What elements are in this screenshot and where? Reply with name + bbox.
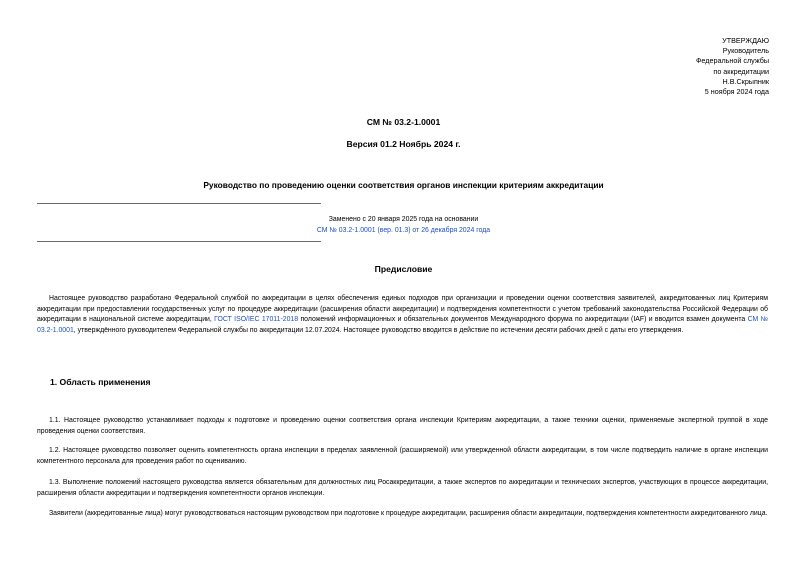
- approval-date: 5 ноября 2024 года: [704, 87, 769, 97]
- preface-paragraph: [37, 294, 768, 336]
- cm-link[interactable]: СМ № 03.2-1.0001: [37, 316, 768, 334]
- approval-stamp: УТВЕРЖДАЮ: [722, 36, 769, 45]
- divider-top: [37, 203, 321, 204]
- divider-bottom: [37, 241, 321, 242]
- paragraph-1-2: 1.2. Настоящее руководство позволяет оценить компетентность органа инспекции в пределах заявленной (расширяемой) или утвержденной области аккредитации, в том числе подтвердить наличие в органе инспекции компетентного персонала для проведения работ по оцениванию.: [37, 447, 768, 465]
- document-number: СМ № 03.2-1.0001: [366, 117, 441, 127]
- gost-link[interactable]: ГОСТ ISO/IEC 17011-2018: [214, 316, 299, 324]
- preface-text-a: Настоящее руководство разработано Федеральной службой по аккредитации в целях обеспечения единых подходов при организации и проведении оценки соответствия заявителей, аккредитованных лиц Критериям аккредитации при предоставлении государственных услуг по процедуре аккредитации (расширения области аккредитации) и подтверждения компетентности с учетом требований законодательства Российской Федерации об аккредитации в национальной системе аккредитации,: [37, 295, 768, 324]
- approval-organization-2: по аккредитации: [713, 66, 769, 76]
- preface-heading: Предисловие: [374, 264, 433, 274]
- preface-text-b: положений информационных и обязательных документов Международного форума по аккредитации (IAF) и вводится взамен документа: [298, 316, 748, 324]
- paragraph-applicants: Заявители (аккредитованные лица) могут руководствоваться настоящим руководством при подготовке к процедуре аккредитации, расширения области аккредитации, подтверждения компетентности аккредитованного лица.: [49, 510, 768, 517]
- approval-position: Руководитель: [722, 46, 769, 56]
- replacement-text: Заменено с 20 января 2025 года на основании: [328, 216, 479, 223]
- section-1-heading: 1. Область применения: [50, 377, 151, 387]
- paragraph-1-1: 1.1. Настоящее руководство устанавливает подходы к подготовке и проведению оценки соответствия органа инспекции Критериям аккредитации, а также техники оценки, применяемые экспертной группой в ходе проведения оценки соответствия.: [37, 417, 768, 435]
- approval-signatory: Н.В.Скрыпник: [722, 76, 769, 86]
- document-version: Версия 01.2 Ноябрь 2024 г.: [346, 139, 461, 149]
- approval-block: [696, 36, 769, 97]
- replacement-link[interactable]: СМ № 03.2-1.0001 (вер. 01.3) от 26 декабря 2024 года: [316, 226, 491, 234]
- approval-organization: Федеральной службы: [695, 56, 769, 66]
- document-title: Руководство по проведению оценки соответствия органов инспекции критериям аккредитации: [203, 180, 604, 190]
- paragraph-1-3: 1.3. Выполнение положений настоящего руководства является обязательным для должностных лиц Росаккредитации, а также экспертов по аккредитации и технических экспертов, участвующих в процессе аккредитации, расширения области аккредитации и подтверждения компетентности органов инспекции.: [37, 479, 768, 497]
- preface-text-c: , утверждённого руководителем Федеральной службы по аккредитации 12.07.2024. Настоящее руководство вводится в действие по истечении десяти рабочих дней с даты его утверждения.: [73, 326, 684, 334]
- replacement-note: [0, 215, 807, 236]
